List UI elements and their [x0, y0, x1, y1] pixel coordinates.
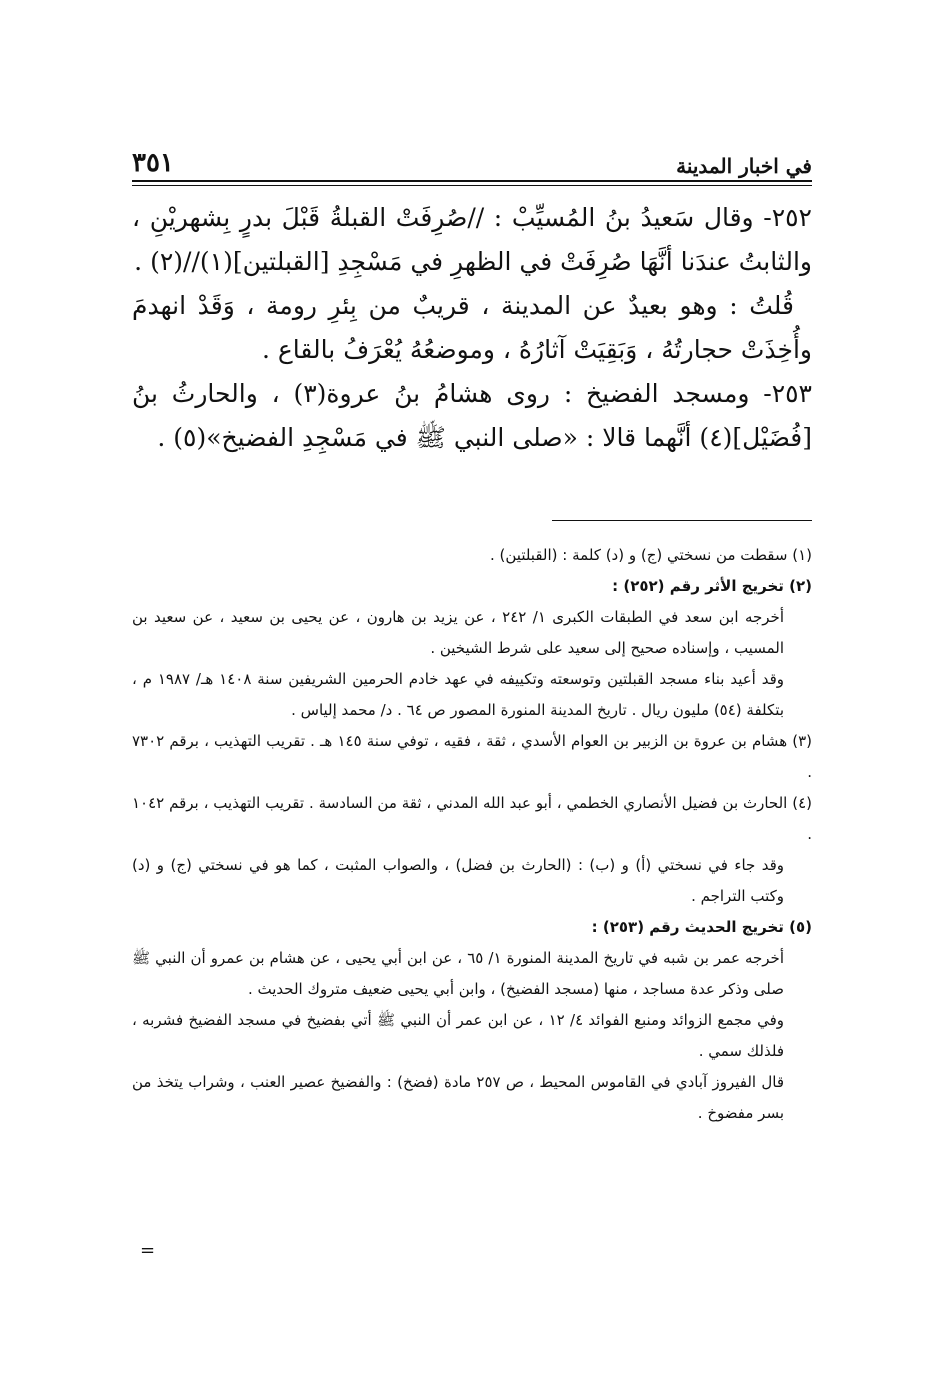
footnote-5-heading: (٥) تخريج الحديث رقم (٢٥٣) : — [591, 918, 812, 936]
page-header — [132, 138, 812, 178]
continuation-mark: = — [140, 1240, 156, 1261]
header-rule-thin — [132, 185, 812, 186]
footnotes — [132, 540, 812, 1129]
paragraph-comment: قُلتُ : وهو بعيدٌ عن المدينة ، قريبٌ من بِئرِ رومة ، وَقَدْ انهدمَ وأُخِذَتْ حجارتُهُ ، وَبَقِيَتْ آثارُهُ ، وموضعُهُ يُعْرَفُ بالقاع . — [132, 291, 812, 364]
footnote-5-text-c: قال الفيروز آبادي في القاموس المحيط ، ص ٢٥٧ مادة (فضخ) : والفضيخ عصير العنب ، وشراب يتخذ من بسر مفضوخ . — [132, 1073, 785, 1122]
header-rule — [132, 180, 812, 182]
footnote-2-heading: (٢) تخريج الأثر رقم (٢٥٢) : — [612, 577, 812, 595]
footnote-1: (١) سقطت من نسختي (ج) و (د) كلمة : (القبلتين) . — [489, 546, 812, 564]
footnote-2-text-b: وقد أعيد بناء مسجد القبلتين وتوسعته وتكييفه في عهد خادم الحرمين الشريفين سنة ١٤٠٨ هـ/ ١٩٨٧ م ، بتكلفة (٥٤) مليون ريال . تاريخ المدينة المنورة المصور ص ٦٤ . د/ محمد إلياس . — [132, 670, 784, 719]
paragraph-252: ٢٥٢- وقال سَعيدُ بنُ المُسيِّبْ : //صُرِفَتْ القبلةُ قَبْلَ بدرٍ بِشهريْنِ ، والثابتُ عندَنا أنَّهَا صُرِفَتْ في الظهرِ في مَسْجِدِ [القبلتين](١)//(٢) . — [132, 203, 812, 276]
footnote-4-text-b: وقد جاء في نسختي (أ) و (ب) : (الحارث بن فضل) ، والصواب المثبت ، كما هو في نسختي (ج) و (د) وكتب التراجم . — [132, 856, 784, 905]
paragraph-253: ٢٥٣- ومسجد الفضيخ : روى هشامُ بنُ عروة(٣) ، والحارثُ بنُ [فُضَيْل](٤) أنَّهما قالا : «صلى النبي ﷺ في مَسْجِدِ الفضيخ»(٥) . — [132, 379, 812, 452]
footnote-separator — [552, 520, 812, 521]
footnote-4: (٤) الحارث بن فضيل الأنصاري الخطمي ، أبو عبد الله المدني ، ثقة من السادسة . تقريب التهذيب ، برقم ١٠٤٢ . — [132, 794, 812, 843]
footnote-2-text: أخرجه ابن سعد في الطبقات الكبرى ١/ ٢٤٢ ، عن يزيد بن هارون ، عن يحيى بن سعيد ، عن سعيد بن المسيب ، وإسناده صحيح إلى سعيد على شرط الشيخين . — [132, 608, 784, 657]
footnote-3: (٣) هشام بن عروة بن الزبير بن العوام الأسدي ، ثقة ، فقيه ، توفي سنة ١٤٥ هـ . تقريب التهذيب ، برقم ٧٣٠٢ . — [132, 732, 812, 781]
running-title: في اخبار المدينة — [676, 154, 812, 178]
page-number: ٣٥١ — [132, 148, 174, 178]
main-text — [132, 196, 812, 460]
footnote-5-text-b: وفي مجمع الزوائد ومنبع الفوائد ٤/ ١٢ ، عن ابن عمر أن النبي ﷺ أتي بفضيخ في مسجد الفضيخ فشربه ، فلذلك سمي . — [132, 1011, 784, 1060]
footnote-5-text: أخرجه عمر بن شبه في تاريخ المدينة المنورة ١/ ٦٥ ، عن ابن أبي يحيى ، عن هشام بن عمرو أن النبي ﷺ صلى وذكر عدة مساجد ، منها (مسجد الفضيخ) ، وابن أبي يحيى ضعيف متروك الحديث . — [132, 949, 784, 998]
